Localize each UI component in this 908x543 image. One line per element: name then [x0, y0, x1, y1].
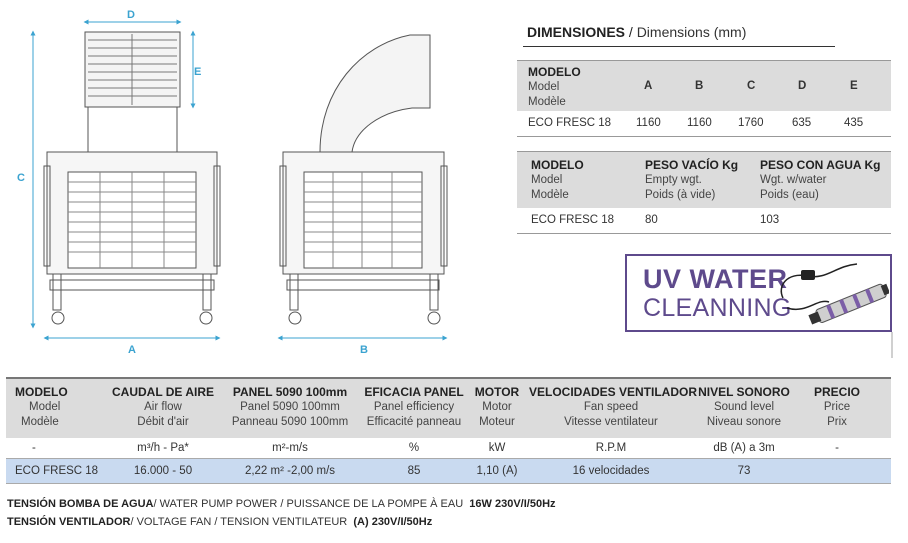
weight-table-header: [517, 151, 891, 208]
banner-shadow-edge: [891, 332, 893, 358]
spec-row-airflow: 16.000 - 50: [133, 465, 193, 477]
table-row: [517, 208, 891, 234]
spec-header-price-fr: Prix: [827, 416, 847, 428]
spec-header-price-es: PRECIO: [813, 385, 860, 399]
value-d: 635: [792, 117, 812, 129]
technical-drawings: [0, 0, 500, 360]
dim-label-d: D: [127, 9, 135, 21]
spec-header-sound-es: NIVEL SONORO: [698, 385, 790, 399]
water-weight-en: Wgt. w/water: [760, 174, 827, 186]
col-header-c: C: [747, 80, 756, 92]
spec-header-price-en: Price: [823, 401, 851, 413]
spec-header-sound: [696, 385, 792, 430]
uv-banner-line2: CLEANNING: [643, 294, 792, 322]
specifications-table: [6, 377, 891, 484]
weight-row-empty: 80: [645, 214, 658, 226]
spec-header-fanspeed-en: Fan speed: [583, 401, 639, 413]
spec-header-fanspeed: [529, 385, 698, 430]
value-a: 1160: [636, 117, 661, 129]
spec-header-model-en: Model: [29, 401, 61, 413]
pump-power-translations: / WATER PUMP POWER / PUISSANCE DE LA POMPE À EAU: [153, 498, 464, 510]
unit-model: -: [32, 442, 36, 454]
weight-table: [517, 151, 891, 234]
unit-motor: kW: [488, 442, 506, 454]
spec-header-airflow-en: Air flow: [144, 401, 182, 413]
unit-panel: m²-m/s: [272, 442, 308, 454]
dimensions-title: DIMENSIONES: [527, 24, 626, 40]
empty-weight-en: Empty wgt.: [645, 174, 702, 186]
value-c: 1760: [738, 117, 764, 129]
fan-voltage-note: [7, 516, 432, 528]
spec-row-efficiency: 85: [407, 465, 421, 477]
spec-header-airflow: [103, 385, 223, 430]
weight-row-model: ECO FRESC 18: [531, 214, 615, 226]
unit-price: -: [835, 442, 839, 454]
dimensions-table: [517, 60, 891, 137]
model-header-en: Model: [528, 81, 560, 93]
model-header: [528, 65, 581, 110]
spec-row-panel: 2,22 m² -2,00 m/s: [244, 465, 336, 477]
unit-efficiency: %: [408, 442, 420, 454]
spec-header-model: [15, 385, 68, 430]
model-header-es: MODELO: [528, 65, 581, 79]
table-row: [517, 111, 891, 137]
spec-header-model-es: MODELO: [15, 385, 68, 399]
water-weight-fr: Poids (eau): [760, 189, 819, 201]
spec-row-motor: 1,10 (A): [476, 465, 518, 477]
model-header-fr: Modèle: [528, 96, 566, 108]
spec-row-sound: 73: [737, 465, 751, 477]
dimensions-subtitle: Dimensions (mm): [636, 24, 747, 40]
dimensions-heading: [527, 24, 746, 40]
uv-water-cleaning-banner: [625, 254, 892, 332]
spec-header-panel-fr: Panneau 5090 100mm: [231, 416, 349, 428]
pump-power-value: 16W 230V/I/50Hz: [469, 498, 556, 510]
empty-weight-header: [645, 158, 738, 203]
spec-header-panel: [225, 385, 355, 430]
spec-header-motor-es: MOTOR: [474, 385, 520, 399]
table-row: [6, 459, 891, 484]
pump-power-note: [7, 498, 556, 510]
spec-row-model: ECO FRESC 18: [15, 465, 99, 477]
spec-header-airflow-fr: Débit d'air: [137, 416, 189, 428]
unit-airflow: m³/h - Pa*: [137, 442, 189, 454]
spec-header-motor: [467, 385, 527, 430]
dimensions-underline: [523, 46, 835, 47]
spec-header-fanspeed-fr: Vitesse ventilateur: [564, 416, 658, 428]
spec-header-price: [804, 385, 870, 430]
spec-header-panel-es: PANEL 5090 100mm: [232, 385, 348, 399]
weight-model-es: MODELO: [531, 158, 584, 172]
col-header-e: E: [850, 80, 858, 92]
spec-header-panel-en: Panel 5090 100mm: [240, 401, 340, 413]
weight-row-water: 103: [760, 214, 780, 226]
spec-header-efficiency: [364, 385, 464, 430]
weight-model-header: [531, 158, 584, 203]
spec-header-efficiency-fr: Efficacité panneau: [366, 416, 462, 428]
dim-label-c: C: [17, 172, 25, 184]
weight-model-fr: Modèle: [531, 189, 569, 201]
spec-header-efficiency-es: EFICACIA PANEL: [364, 385, 464, 399]
spec-header-model-fr: Modèle: [21, 416, 59, 428]
weight-model-en: Model: [531, 174, 563, 186]
dim-label-e: E: [194, 66, 202, 78]
empty-weight-es: PESO VACÍO Kg: [645, 158, 739, 172]
water-weight-es: PESO CON AGUA Kg: [760, 158, 881, 172]
col-header-b: B: [695, 80, 704, 92]
value-e: 435: [844, 117, 864, 129]
uv-lamp-icon: [777, 258, 889, 330]
row-model: ECO FRESC 18: [528, 117, 612, 129]
dim-label-b: B: [360, 344, 368, 356]
specs-units-row: [6, 438, 891, 459]
uv-banner-line1: UV WATER: [643, 264, 788, 294]
dim-label-a: A: [128, 344, 136, 356]
spec-header-motor-en: Motor: [482, 401, 512, 413]
unit-sound: dB (A) a 3m: [713, 442, 775, 454]
spec-header-airflow-es: CAUDAL DE AIRE: [111, 385, 214, 399]
dimensions-table-header: [517, 60, 891, 111]
spec-header-efficiency-en: Panel efficiency: [373, 401, 455, 413]
spec-header-sound-fr: Niveau sonore: [706, 416, 782, 428]
pump-power-label: TENSIÓN BOMBA DE AGUA: [7, 498, 154, 510]
spec-header-sound-en: Sound level: [713, 401, 775, 413]
fan-voltage-value: (A) 230V/I/50Hz: [353, 516, 433, 528]
dimensions-title-sep: /: [625, 24, 637, 40]
unit-fanspeed: R.P.M: [595, 442, 627, 454]
specs-table-header: [6, 377, 891, 438]
water-weight-header: [760, 158, 880, 203]
spec-row-fanspeed: 16 velocidades: [572, 465, 650, 477]
fan-voltage-translations: / VOLTAGE FAN / TENSION VENTILATEUR: [130, 516, 348, 528]
side-view-drawing: [280, 35, 447, 324]
value-b: 1160: [687, 117, 712, 129]
col-header-d: D: [798, 80, 807, 92]
empty-weight-fr: Poids (à vide): [645, 189, 716, 201]
spec-header-fanspeed-es: VELOCIDADES VENTILADOR: [529, 385, 698, 399]
col-header-a: A: [644, 80, 653, 92]
spec-header-motor-fr: Moteur: [479, 416, 515, 428]
fan-voltage-label: TENSIÓN VENTILADOR: [7, 516, 131, 528]
